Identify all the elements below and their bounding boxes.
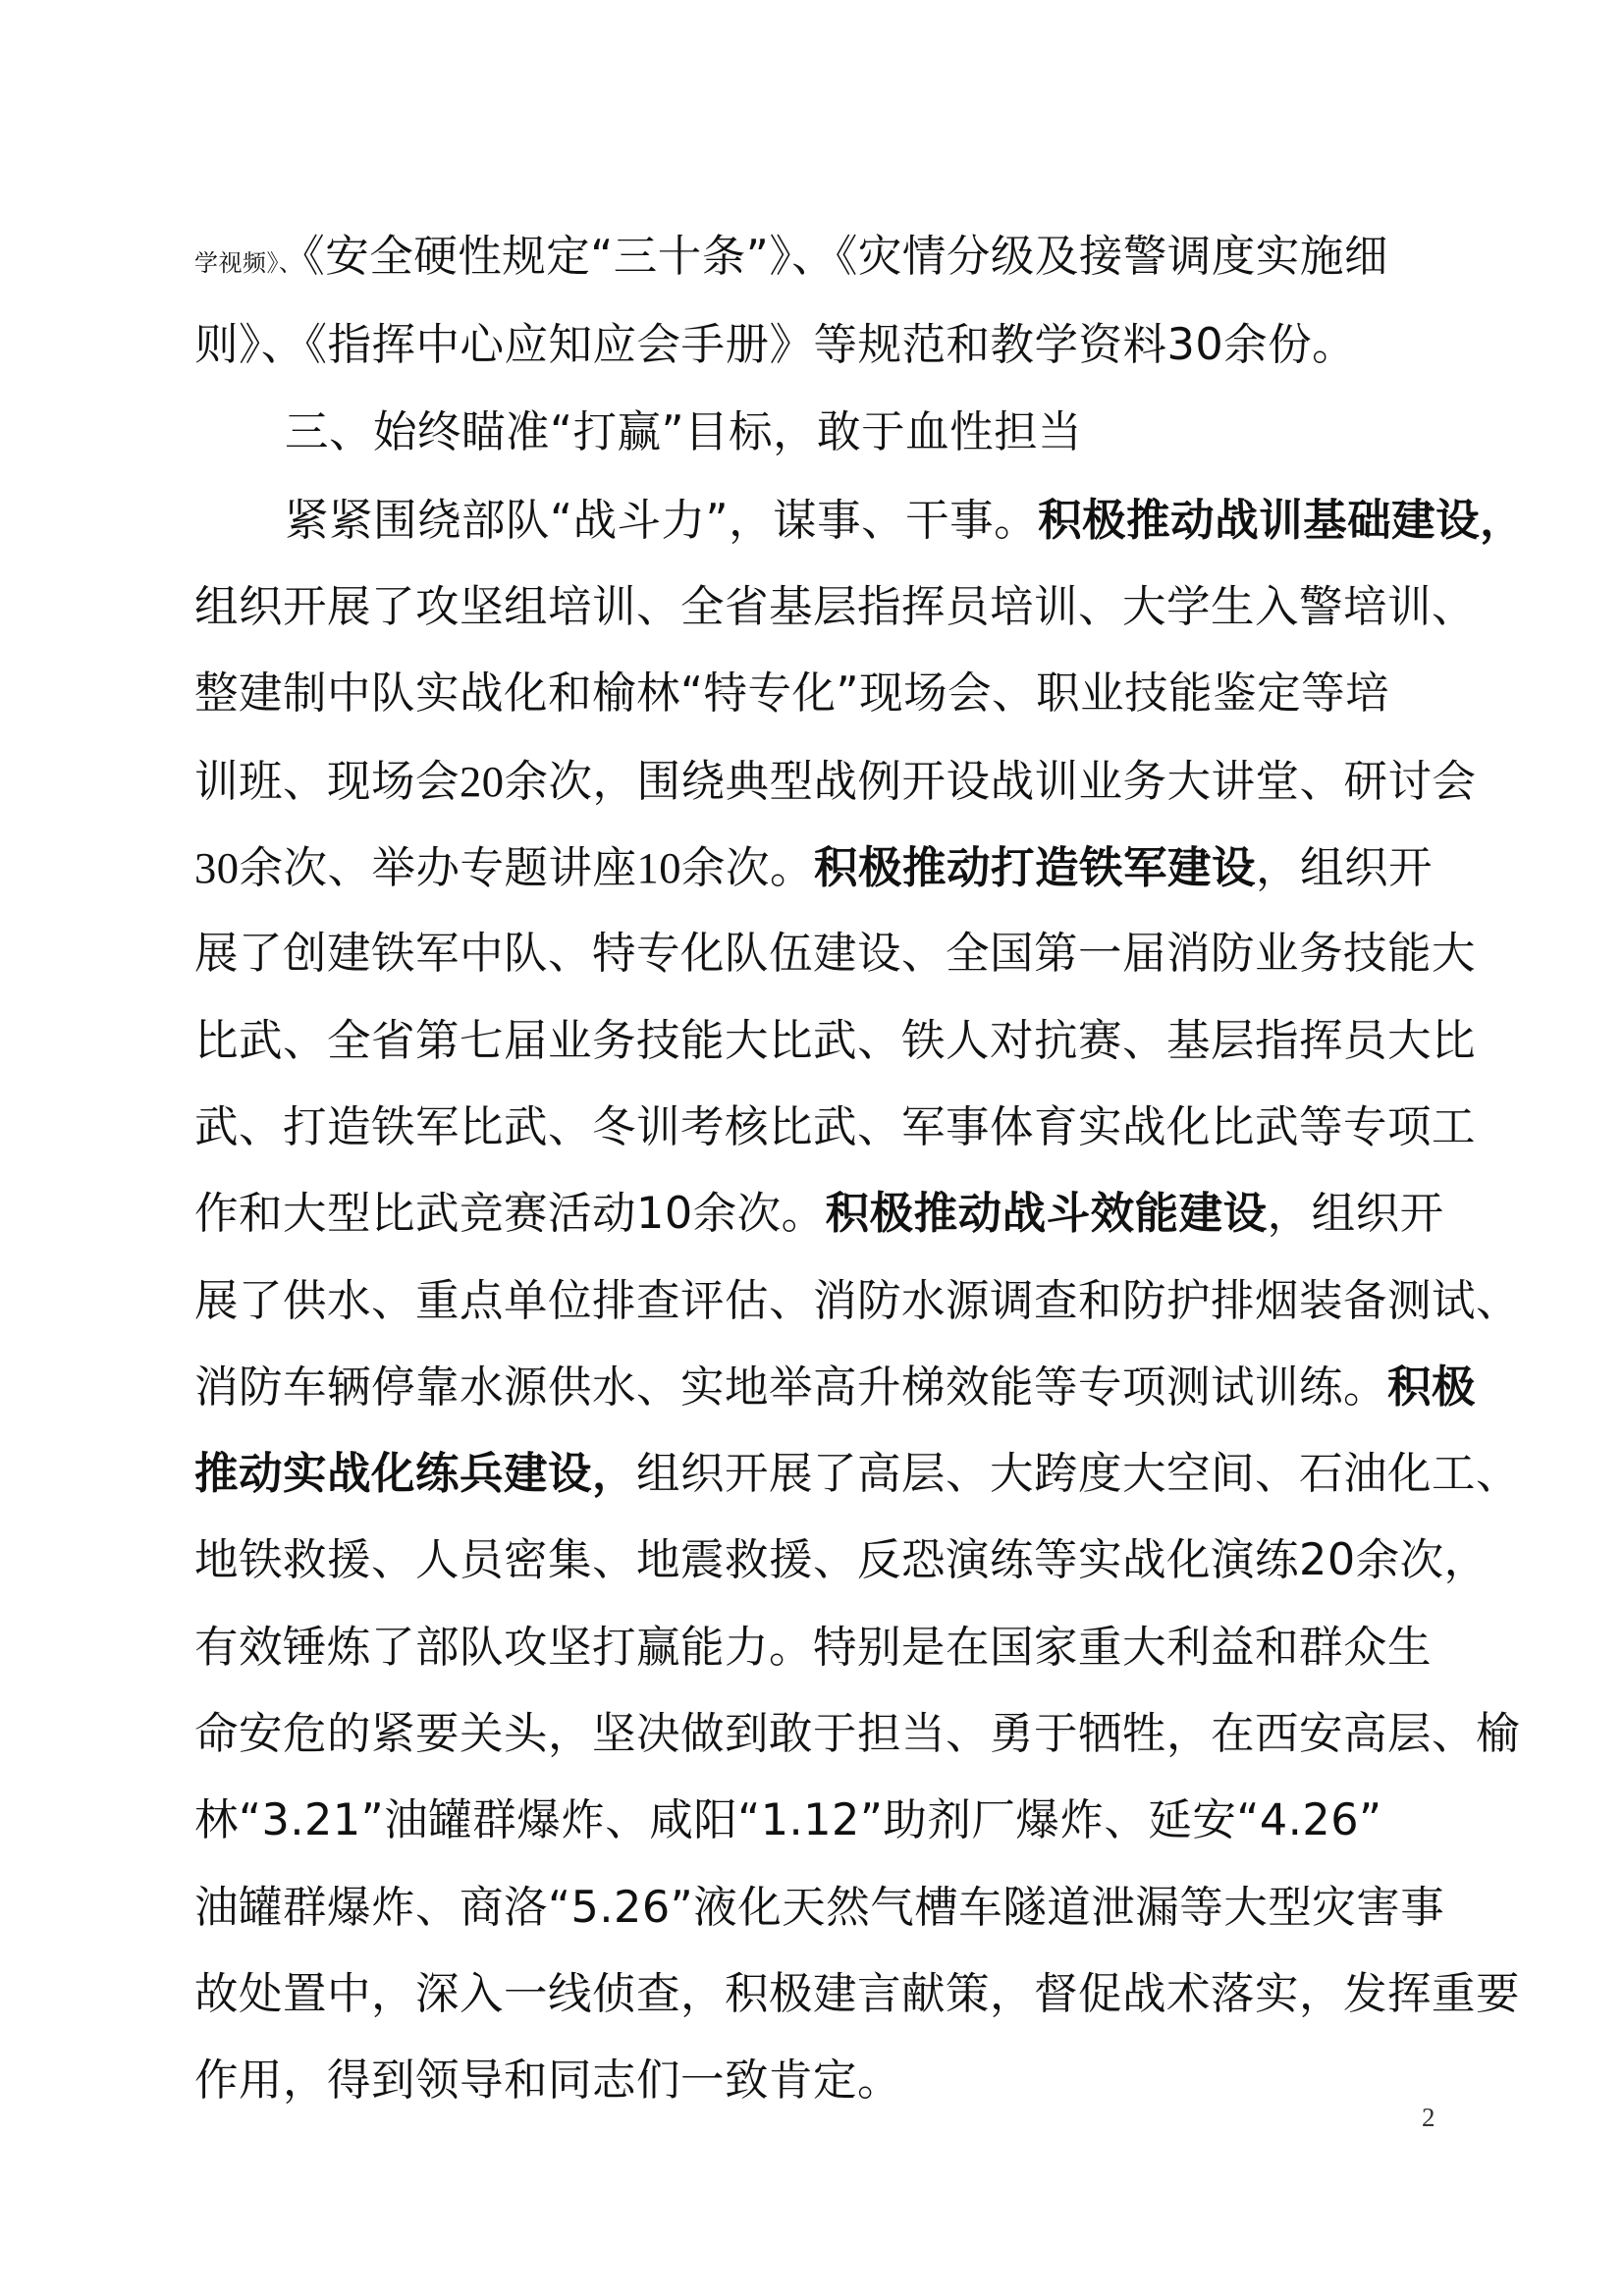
- body-line-12: [194, 1176, 1444, 1253]
- line-12-text-post: ，组织开: [1267, 1189, 1444, 1239]
- body-line-7: [194, 743, 1477, 820]
- line-1-text: 《安全硬性规定“三十条”》、《灾情分级及接警调度实施细: [302, 232, 1388, 282]
- line-4-text: 紧紧围绕部队“战斗力”，谋事、干事。: [285, 496, 1039, 546]
- body-line-13: 展了供水、重点单位排查评估、消防水源调查和防护排烟装备测试、: [194, 1276, 1521, 1326]
- body-line-5: 组织开展了攻坚组培训、全省基层指挥员培训、大学生入警培训、: [194, 582, 1477, 632]
- body-line-21: 故处置中，深入一线侦查，积极建言献策，督促战术落实，发挥重要: [194, 1969, 1521, 2019]
- body-line-20: 油罐群爆炸、商洛“5.26”液化天然气槽车隧道泄漏等大型灾害事: [194, 1883, 1445, 1933]
- line-8-number-1: 30: [194, 843, 240, 892]
- line-1-small-prefix: 学视频》、: [194, 249, 303, 277]
- body-line-9: 展了创建铁军中队、特专化队伍建设、全国第一届消防业务技能大: [194, 929, 1477, 979]
- line-7-number: 20: [460, 757, 505, 806]
- body-line-8: [194, 829, 1441, 906]
- line-8-bold: 积极推动打造铁军建设: [814, 843, 1257, 893]
- body-line-19: 林“3.21”油罐群爆炸、咸阳“1.12”助剂厂爆炸、延安“4.26”: [194, 1795, 1382, 1845]
- body-line-10: 比武、全省第七届业务技能大比武、铁人对抗赛、基层指挥员大比: [194, 1016, 1477, 1066]
- body-line-4: [285, 483, 1532, 560]
- body-line-22: 作用，得到领导和同志们一致肯定。: [194, 2056, 902, 2106]
- page-number: 2: [1422, 2103, 1435, 2132]
- body-line-1: [194, 219, 1441, 295]
- line-15-text-post: 组织开展了高层、大跨度大空间、石油化工、: [636, 1449, 1521, 1499]
- line-15-bold: 推动实战化练兵建设，: [194, 1449, 637, 1499]
- line-14-bold: 积极: [1387, 1362, 1477, 1413]
- line-12-bold: 积极推动战斗效能建设: [825, 1189, 1268, 1239]
- line-7-text-a: 训班、现场会: [194, 757, 460, 807]
- body-line-15: [194, 1436, 1521, 1513]
- line-7-text-b: 余次，围绕典型战例开设战训业务大讲堂、研讨会: [504, 757, 1477, 807]
- line-14-text: 消防车辆停靠水源供水、实地举高升梯效能等专项测试训练。: [194, 1362, 1388, 1413]
- line-8-text-a: 余次、举办专题讲座: [239, 843, 637, 893]
- body-line-2: 则》、《指挥中心应知应会手册》等规范和教学资料30余份。: [194, 320, 1357, 370]
- line-8-text-post: ，组织开: [1256, 843, 1434, 893]
- body-line-14: [194, 1350, 1477, 1426]
- body-line-18: 命安危的紧要关头，坚决做到敢于担当、勇于牺牲，在西安高层、榆: [194, 1709, 1521, 1759]
- body-line-16: 地铁救援、人员密集、地震救援、反恐演练等实战化演练20余次，: [194, 1535, 1489, 1585]
- line-8-number-2: 10: [636, 843, 682, 892]
- body-line-17: 有效锤炼了部队攻坚打赢能力。特别是在国家重大利益和群众生: [194, 1623, 1433, 1673]
- line-8-text-b: 余次。: [681, 843, 815, 893]
- line-12-text: 作和大型比武竞赛活动10余次。: [194, 1189, 826, 1239]
- body-line-11: 武、打造铁军比武、冬训考核比武、军事体育实战化比武等专项工: [194, 1102, 1477, 1152]
- section-heading-3: 三、始终瞄准“打赢”目标，敢于血性担当: [285, 407, 1083, 457]
- body-line-6: 整建制中队实战化和榆林“特专化”现场会、职业技能鉴定等培: [194, 668, 1390, 719]
- line-4-bold: 积极推动战训基础建设，: [1038, 496, 1525, 546]
